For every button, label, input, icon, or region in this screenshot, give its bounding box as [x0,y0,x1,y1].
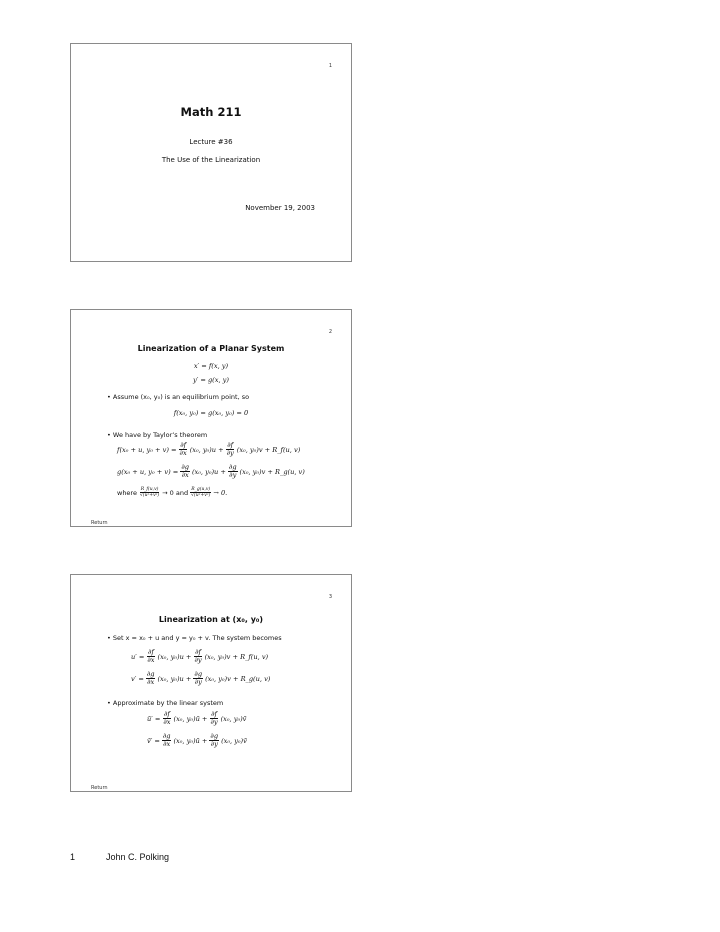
slide-title: Math 211 [180,105,242,119]
equation-taylor-g [117,464,305,479]
page-number: 3 [328,594,332,600]
equation-equilibrium: f(x₀, y₀) = g(x₀, y₀) = 0 [173,409,249,417]
lecture-number: Lecture #36 [189,138,233,146]
partial-derivative: $\frac{\partial f}{\partial y}$ [210,710,218,726]
equation-x-prime: x′ = f(x, y) [193,362,229,370]
footer-author: John C. Polking [106,852,170,862]
equation-term: (x₀, y₀)ũ + [173,714,208,723]
equation-term: (x₀, y₀)u + [189,445,224,454]
partial-derivative: $\frac{\partial g}{\partial x}$ [162,732,171,748]
equation-lhs: g(x₀ + u, y₀ + v) = [117,467,179,476]
slide-1 [70,43,352,262]
lecture-date: November 19, 2003 [245,204,315,212]
equation-u-prime [131,649,268,664]
partial-derivative: $\frac{\partial g}{\partial x}$ [181,463,189,479]
partial-derivative: $\frac{\partial f}{\partial x}$ [163,710,171,726]
slide-3 [70,574,352,792]
return-link[interactable]: Return [91,520,108,526]
equation-term: (x₀, y₀)v + R_g(u, v) [205,674,271,683]
partial-derivative: $\frac{\partial f}{\partial x}$ [147,648,155,664]
partial-derivative: $\frac{\partial f}{\partial x}$ [179,441,187,457]
remainder-ratio-f: $\frac{R\_f(u,v)}{\text{√(u²+v²)}}$ [139,487,160,498]
slide-title: Linearization at (x₀, y₀) [158,615,264,624]
equation-term: (x₀, y₀)ṽ [220,714,247,723]
slide-subtitle: The Use of the Linearization [161,156,261,164]
remainder-ratio-g: $\frac{R\_g(u,v)}{\text{√(u²+v²)}}$ [191,487,211,498]
equation-term: (x₀, y₀)u + [157,674,192,683]
bullet-taylor: • We have by Taylor’s theorem [107,431,208,439]
equation-term: (x₀, y₀)ṽ [221,736,247,745]
partial-derivative: $\frac{\partial g}{\partial y}$ [210,732,219,748]
where-label: where [117,488,137,497]
partial-derivative: $\frac{\partial g}{\partial y}$ [194,670,203,686]
limit-text: → 0 and [162,488,189,497]
partial-derivative: $\frac{\partial f}{\partial y}$ [226,441,234,457]
equation-lhs: v′ = [131,674,144,683]
equation-term: (x₀, y₀)u + [191,467,226,476]
equation-lhs: u′ = [131,652,145,661]
equation-term: (x₀, y₀)ũ + [173,736,208,745]
equation-v-tilde [147,733,247,748]
equation-term: (x₀, y₀)v + R_f(u, v) [204,652,269,661]
slide-2 [70,309,352,527]
equation-lhs: ṽ′ = [147,736,160,745]
partial-derivative: $\frac{\partial g}{\partial x}$ [146,670,155,686]
equation-term: (x₀, y₀)v + R_g(u, v) [239,467,305,476]
equation-v-prime [131,671,270,686]
equation-term: (x₀, y₀)v + R_f(u, v) [236,445,301,454]
equation-lhs: ũ′ = [147,714,161,723]
page-number: 2 [328,329,332,335]
equation-lhs: f(x₀ + u, y₀ + v) = [117,445,177,454]
bullet-substitution: • Set x = x₀ + u and y = y₀ + v. The system becomes [107,634,282,642]
partial-derivative: $\frac{\partial f}{\partial y}$ [194,648,202,664]
page-number: 1 [328,63,332,69]
footer-page-number: 1 [70,852,76,862]
equation-term: (x₀, y₀)u + [157,652,192,661]
bullet-equilibrium: • Assume (x₀, y₀) is an equilibrium point, so [107,393,250,401]
slide-title: Linearization of a Planar System [137,344,285,353]
return-link[interactable]: Return [91,785,108,791]
remainder-condition [117,487,227,498]
limit-text: → 0. [213,488,228,497]
equation-taylor-f [117,442,300,457]
partial-derivative: $\frac{\partial g}{\partial y}$ [228,463,237,479]
equation-u-tilde [147,711,246,726]
bullet-approximate: • Approximate by the linear system [107,699,224,707]
equation-y-prime: y′ = g(x, y) [193,376,229,384]
